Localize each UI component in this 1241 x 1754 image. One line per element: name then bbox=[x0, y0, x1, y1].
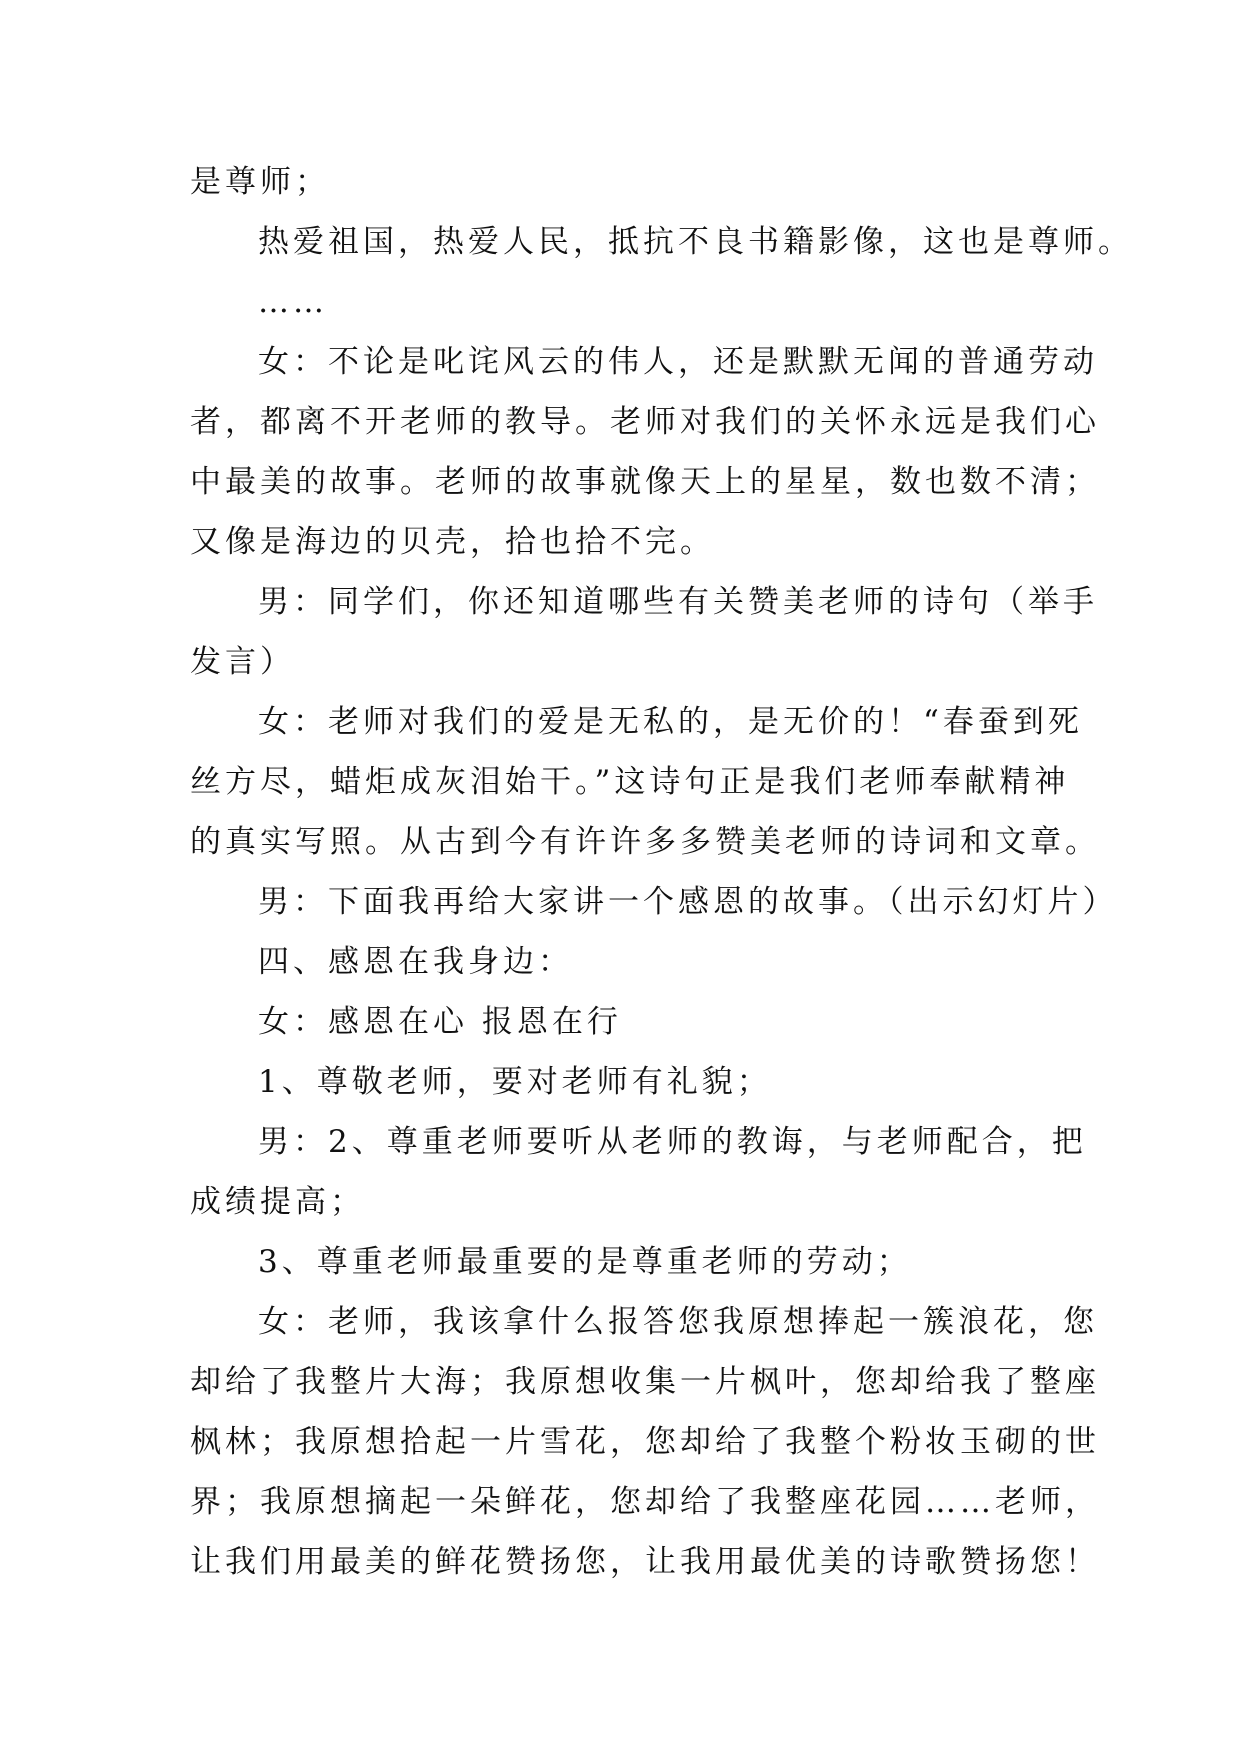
paragraph-3-ellipsis bbox=[190, 272, 1075, 332]
text-line: 枫林；我原想拾起一片雪花，您却给了我整个粉妆玉砌的世 bbox=[190, 1424, 1100, 1460]
paragraph-7 bbox=[190, 872, 1118, 932]
paragraph-12 bbox=[190, 1232, 1075, 1292]
paragraph-9 bbox=[190, 992, 1075, 1052]
document-page bbox=[190, 152, 1133, 1592]
text-line: 却给了我整片大海；我原想收集一片枫叶，您却给我了整座 bbox=[190, 1364, 1100, 1400]
paragraph-11 bbox=[190, 1112, 1087, 1232]
text-line: 成绩提高； bbox=[190, 1184, 365, 1220]
paragraph-13 bbox=[190, 1292, 1100, 1592]
text-line: 女：老师对我们的爱是无私的，是无价的！“春蚕到死 bbox=[258, 704, 1083, 740]
text-line: 又像是海边的贝壳，拾也拾不完。 bbox=[190, 524, 715, 560]
text-line: 让我们用最美的鲜花赞扬您，让我用最优美的诗歌赞扬您！ bbox=[190, 1544, 1100, 1580]
paragraph-10 bbox=[190, 1052, 1075, 1112]
text-line: 3、尊重老师最重要的是尊重老师的劳动； bbox=[258, 1244, 912, 1280]
text-line: 发言） bbox=[190, 644, 295, 680]
paragraph-6 bbox=[190, 692, 1100, 872]
text-line: 者，都离不开老师的教导。老师对我们的关怀永远是我们心 bbox=[190, 404, 1100, 440]
text-line: …… bbox=[258, 284, 328, 320]
paragraph-2 bbox=[190, 212, 1133, 272]
text-line: 女：老师，我该拿什么报答您我原想捧起一簇浪花，您 bbox=[258, 1304, 1098, 1340]
paragraph-5 bbox=[190, 572, 1098, 692]
text-line: 男：下面我再给大家讲一个感恩的故事。（出示幻灯片） bbox=[258, 884, 1118, 920]
text-line: 丝方尽，蜡炬成灰泪始干。”这诗句正是我们老师奉献精神 bbox=[190, 764, 1070, 800]
text-line: 女：感恩在心 报恩在行 bbox=[258, 1004, 622, 1040]
paragraph-4 bbox=[190, 332, 1100, 572]
paragraph-1 bbox=[190, 152, 1075, 212]
text-line: 界；我原想摘起一朵鲜花，您却给了我整座花园……老师， bbox=[190, 1484, 1100, 1520]
text-line: 女：不论是叱诧风云的伟人，还是默默无闻的普通劳动 bbox=[258, 344, 1098, 380]
section-heading-4 bbox=[190, 932, 1075, 992]
text-line: 热爱祖国，热爱人民，抵抗不良书籍影像，这也是尊师。 bbox=[258, 224, 1133, 260]
text-line: 男：同学们，你还知道哪些有关赞美老师的诗句（举手 bbox=[258, 584, 1098, 620]
text-line: 中最美的故事。老师的故事就像天上的星星，数也数不清； bbox=[190, 464, 1100, 500]
text-line: 1、尊敬老师，要对老师有礼貌； bbox=[258, 1064, 772, 1100]
text-line: 男：2、尊重老师要听从老师的教诲，与老师配合，把 bbox=[258, 1124, 1087, 1160]
text-line: 四、感恩在我身边： bbox=[258, 944, 573, 980]
text-line: 的真实写照。从古到今有许许多多赞美老师的诗词和文章。 bbox=[190, 824, 1100, 860]
text-line: 是尊师； bbox=[190, 164, 330, 200]
